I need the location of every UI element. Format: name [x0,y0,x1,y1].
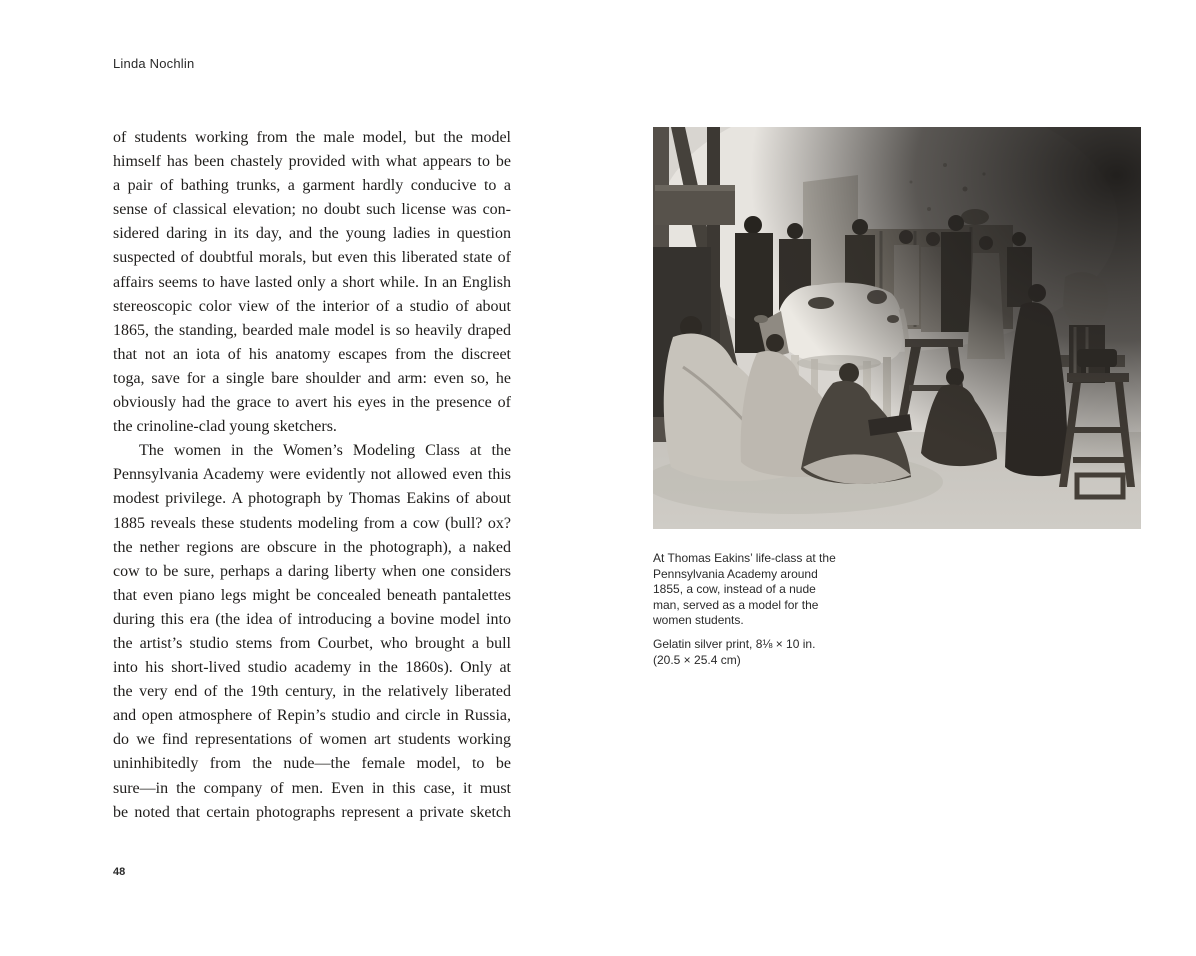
body-text-line: sidered daring in its day, and the young ladies in question [113,225,511,243]
body-text-line: toga, save for a single bare shoulder and arm: even so, he [113,369,511,387]
body-text-line: of students working from the male model, but the model [113,129,511,146]
caption-description [653,551,913,629]
body-text-line: that even piano legs might be concealed beneath pantalettes [113,586,511,604]
caption-credit [653,637,913,668]
caption-line: 1855, a cow, instead of a nude [653,582,816,597]
body-text-line: a pair of bathing trunks, a garment hardly conducive to a [113,177,511,195]
page-number: 48 [113,866,126,878]
body-text-line: obviously had the grace to avert his eyes in the presence of [113,394,511,412]
body-text-line: sense of classical elevation; no doubt such license was con- [113,201,511,219]
body-text-line: the artist’s studio stems from Courbet, who brought a bull [113,634,511,652]
body-text-line: stereoscopic color view of the interior of a studio of about [113,297,511,315]
body-text-line: be noted that certain photographs represent a private sketch [113,803,511,821]
life-class-photograph [653,127,1141,529]
caption-line: At Thomas Eakins’ life-class at the [653,551,836,565]
body-text-line: the very end of the 19th century, in the relatively liberated [113,683,511,701]
body-text-line: into his short-lived studio academy in the 1860s). Only at [113,659,511,677]
body-text-line: cow to be sure, perhaps a daring liberty when one considers [113,562,511,580]
credit-line: Gelatin silver print, 8⅛ × 10 in. [653,636,816,651]
body-text-line: 1865, the standing, bearded male model is so heavily draped [113,321,511,339]
body-text-column [113,126,511,825]
body-text-line: that not an iota of his anatomy escapes from the discreet [113,345,511,363]
body-text-line: 1885 reveals these students modeling from a cow (bull? ox? [113,514,511,532]
running-head: Linda Nochlin [113,56,195,71]
body-text-line: suspected of doubtful morals, but even this liberated state of [113,249,511,267]
caption-line: Pennsylvania Academy around [653,566,818,581]
caption-line: women students. [653,613,744,628]
figure-caption [653,551,913,668]
body-text-line: the nether regions are obscure in the photograph), a naked [113,538,511,556]
body-text-line: Pennsylvania Academy were evidently not allowed even this [113,466,511,484]
body-text-line: affairs seems to have lasted only a short while. In an English [113,273,511,291]
photo-illustration [653,127,1141,529]
body-text-line: uninhibitedly from the nude—the female model, to be [113,755,511,773]
body-text-line: The women in the Women’s Modeling Class at the [139,442,511,460]
body-text-line: himself has been chastely provided with what appears to be [113,153,511,171]
body-text-line: the crinoline-clad young sketchers. [113,418,337,436]
body-text-line: during this era (the idea of introducing a bovine model into [113,610,511,628]
body-text-line: modest privilege. A photograph by Thomas Eakins of about [113,490,511,508]
credit-line: (20.5 × 25.4 cm) [653,652,741,667]
body-text-line: and open atmosphere of Repin’s studio and circle in Russia, [113,707,511,725]
body-text-line: sure—in the company of men. Even in this case, it must [113,779,511,797]
caption-line: man, served as a model for the [653,597,819,612]
body-text-line: do we find representations of women art students working [113,731,511,749]
